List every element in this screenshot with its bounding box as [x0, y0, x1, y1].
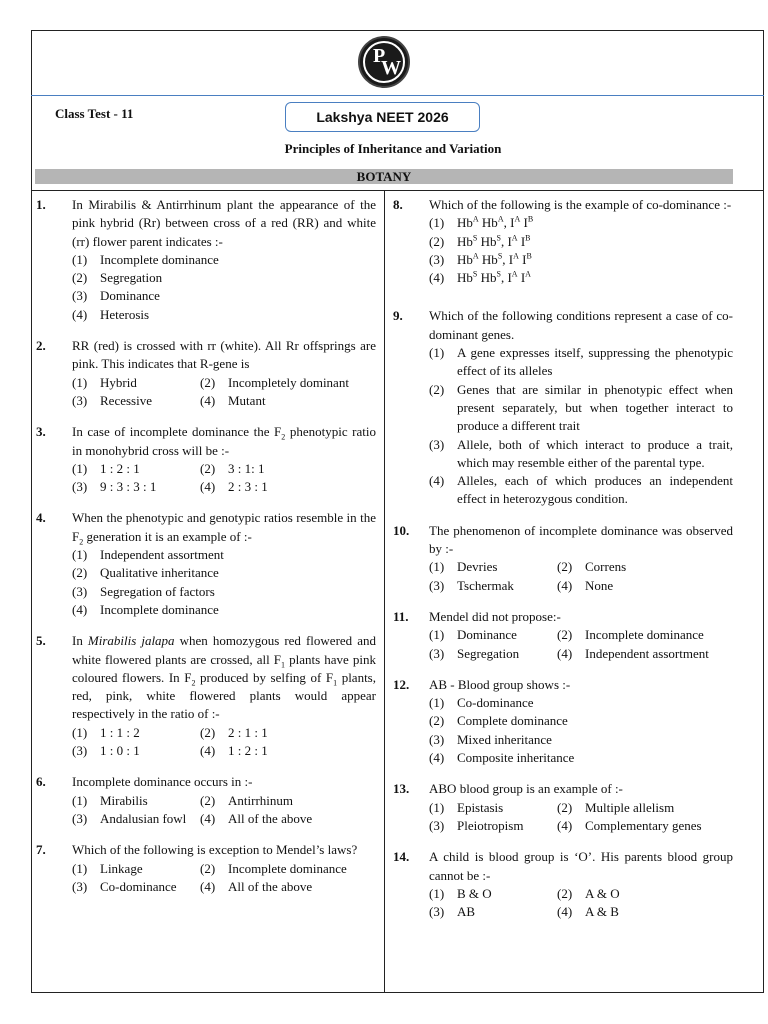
- option-text: Segregation of factors: [100, 583, 215, 599]
- option: [429, 251, 733, 269]
- question-text: In case of incomplete dominance the $F_2$ phenotypic ratio in monohybrid cross will be :-: [72, 424, 377, 458]
- question: [393, 780, 733, 835]
- option-text: 9 : 3 : 3 : 1: [100, 479, 157, 495]
- option-text: Segregation: [100, 270, 163, 286]
- option-text: Mutant: [228, 392, 266, 408]
- option-number: (3): [72, 583, 88, 599]
- option: [429, 903, 557, 921]
- option-number: (4): [429, 750, 445, 766]
- question-number: 1.: [36, 197, 46, 212]
- option-text: Devries: [457, 559, 498, 575]
- content-top-rule: [31, 190, 764, 191]
- option-text: Heterosis: [100, 306, 150, 322]
- class-test-label: Class Test - 11: [55, 106, 134, 121]
- option-text: Hybrid: [100, 374, 137, 390]
- option: [429, 645, 557, 663]
- option-number: (1): [429, 885, 445, 901]
- option: [557, 903, 733, 921]
- option-text: $Hb^S$ $Hb^S$, $I^A$ $I^A$: [457, 269, 531, 286]
- option-text: Composite inheritance: [457, 750, 575, 766]
- option-number: (1): [429, 559, 445, 575]
- section-heading: BOTANY: [35, 169, 733, 184]
- option: [429, 577, 557, 595]
- option-number: (3): [72, 810, 88, 826]
- option-number: (2): [200, 860, 216, 876]
- question: [393, 307, 733, 508]
- option: [429, 885, 557, 903]
- question: [36, 773, 376, 828]
- exam-title: Lakshya NEET 2026: [285, 102, 480, 132]
- option-text: Recessive: [100, 392, 152, 408]
- option-number: (3): [429, 731, 445, 747]
- option-number: (1): [72, 460, 88, 476]
- question-number: 11.: [393, 608, 409, 624]
- question-number: 13.: [393, 781, 410, 797]
- question-text: Mendel did not propose:-: [429, 608, 561, 624]
- option-text: Segregation: [457, 645, 520, 661]
- option-number: (3): [72, 288, 88, 304]
- option: [72, 251, 376, 269]
- option: [557, 885, 733, 903]
- option: [72, 392, 200, 410]
- left-column: [36, 196, 376, 909]
- option-text: All of the above: [228, 810, 313, 826]
- option-text: Co-dominance: [457, 695, 534, 711]
- option-number: (4): [429, 473, 445, 489]
- option: [429, 436, 733, 473]
- question-number: 10.: [393, 522, 410, 538]
- option-text: Pleiotropism: [457, 817, 524, 833]
- option-text: Incomplete dominance: [100, 251, 219, 267]
- option: [200, 878, 376, 896]
- option-number: (4): [429, 270, 445, 286]
- option: [72, 287, 376, 305]
- question-text: AB - Blood group shows :-: [429, 676, 571, 692]
- option-number: (2): [557, 559, 573, 575]
- option-text: B & O: [457, 885, 492, 901]
- option-text: Incomplete dominance: [100, 601, 219, 617]
- option-text: All of the above: [228, 878, 313, 894]
- option: [200, 810, 376, 828]
- question-text: Which of the following is the example of co-dominance :-: [429, 197, 732, 212]
- option: [72, 724, 200, 742]
- option-text: Mixed inheritance: [457, 731, 552, 747]
- option: [429, 712, 733, 730]
- option-number: (1): [72, 860, 88, 876]
- option: [557, 558, 733, 576]
- question: [393, 676, 733, 767]
- question: [393, 196, 733, 287]
- question-text: Incomplete dominance occurs in :-: [72, 774, 253, 790]
- pw-logo: [358, 36, 410, 88]
- option: [200, 478, 376, 496]
- option-number: (4): [200, 392, 216, 408]
- option-number: (1): [72, 374, 88, 390]
- chapter-title: Principles of Inheritance and Variation: [284, 141, 502, 156]
- option-number: (2): [72, 565, 88, 581]
- option: [72, 810, 200, 828]
- option-number: (3): [72, 743, 88, 759]
- question-number: 9.: [393, 308, 403, 324]
- option-text: Epistasis: [457, 799, 504, 815]
- question: [36, 423, 376, 496]
- option-text: A gene expresses itself, suppressing the phenotypic effect of its alleles: [457, 345, 733, 379]
- option-number: (2): [429, 381, 445, 397]
- option-number: (3): [429, 577, 445, 593]
- option-text: 1 : 2 : 1: [228, 743, 268, 759]
- header-divider: [31, 95, 764, 96]
- option: [72, 374, 200, 392]
- option-text: Andalusian fowl: [100, 810, 187, 826]
- option-number: (1): [429, 215, 445, 231]
- option-text: 1 : 1 : 2: [100, 724, 140, 740]
- option-number: (4): [557, 904, 573, 920]
- option-number: (2): [200, 724, 216, 740]
- option-text: Tschermak: [457, 577, 514, 593]
- option: [72, 583, 376, 601]
- option-number: (2): [557, 799, 573, 815]
- option-text: Genes that are similar in phenotypic effect when present separately, but when together interact to produce a different trait: [457, 381, 733, 434]
- question: [393, 608, 733, 663]
- option-number: (2): [72, 270, 88, 286]
- option: [429, 626, 557, 644]
- right-column: [393, 196, 733, 934]
- question-text: Which of the following is exception to Mendel’s laws?: [72, 842, 358, 858]
- option-number: (4): [200, 878, 216, 894]
- question-text: In Mirabilis jalapa when homozygous red flowered and white flowered plants are crossed, all $F_1$ plants have pink coloured flowers. In $F_2$ produced by selfing of $F_1$ plants, red, pink, white flowered plants would appear respectively in the ratio of :-: [72, 633, 376, 722]
- question-text: Which of the following conditions represent a case of co-dominant genes.: [429, 308, 733, 342]
- option: [429, 381, 733, 436]
- option-text: Mirabilis: [100, 792, 148, 808]
- column-divider: [384, 190, 385, 993]
- question: [36, 337, 376, 410]
- question: [36, 196, 376, 324]
- option: [429, 817, 557, 835]
- question-number: 3.: [36, 424, 46, 440]
- option-number: (1): [72, 792, 88, 808]
- option-text: Co-dominance: [100, 878, 177, 894]
- option: [72, 306, 376, 324]
- option-number: (4): [72, 306, 88, 322]
- option-text: 1 : 2 : 1: [100, 460, 140, 476]
- option: [200, 724, 376, 742]
- question-number: 2.: [36, 338, 46, 354]
- option: [429, 269, 733, 287]
- option: [429, 233, 733, 251]
- option-text: Incomplete dominance: [585, 627, 704, 643]
- option-number: (2): [429, 233, 445, 249]
- option-text: Multiple allelism: [585, 799, 675, 815]
- option-number: (4): [200, 743, 216, 759]
- question-number: 6.: [36, 774, 46, 790]
- option: [429, 214, 733, 232]
- logo-letter-p: P: [373, 45, 386, 67]
- option: [72, 564, 376, 582]
- option-number: (3): [429, 436, 445, 452]
- question-text: A child is blood group is ‘O’. His parents blood group cannot be :-: [429, 849, 733, 883]
- option-number: (4): [557, 817, 573, 833]
- option-text: Linkage: [100, 860, 143, 876]
- option: [72, 601, 376, 619]
- option-text: A & B: [585, 904, 619, 920]
- option-number: (2): [200, 460, 216, 476]
- option: [200, 742, 376, 760]
- option-number: (4): [200, 479, 216, 495]
- option: [429, 558, 557, 576]
- option: [429, 749, 733, 767]
- question-number: 8.: [393, 197, 403, 212]
- option: [200, 374, 376, 392]
- option-text: $Hb^A$ $Hb^A$, $I^A$ $I^B$: [457, 214, 534, 231]
- question-number: 12.: [393, 676, 410, 692]
- option: [557, 817, 733, 835]
- option: [72, 460, 200, 478]
- question: [36, 841, 376, 896]
- option-number: (2): [200, 374, 216, 390]
- question-number: 5.: [36, 633, 46, 649]
- option: [557, 577, 733, 595]
- question: [36, 509, 376, 619]
- option-text: Allele, both of which interact to produce a trait, which may resemble either of the parental type.: [457, 436, 733, 470]
- option: [429, 344, 733, 381]
- question-text: When the phenotypic and genotypic ratios resemble in the $F_2$ generation it is an example of :-: [72, 510, 376, 547]
- option-number: (3): [429, 251, 445, 267]
- option-text: Correns: [585, 559, 627, 575]
- question: [36, 632, 376, 760]
- question-number: 14.: [393, 849, 410, 865]
- option: [72, 478, 200, 496]
- option-text: $Hb^S$ $Hb^S$, $I^A$ $I^B$: [457, 233, 531, 249]
- option-text: Incomplete dominance: [228, 860, 347, 876]
- option-text: Alleles, each of which produces an independent effect in heterozygous condition.: [457, 473, 733, 507]
- option: [72, 546, 376, 564]
- option: [72, 269, 376, 287]
- option-number: (1): [72, 724, 88, 740]
- question-text: RR (red) is crossed with rr (white). All Rr offsprings are pink. This indicates that R-gene is: [72, 338, 376, 372]
- option-text: A & O: [585, 885, 620, 901]
- option-number: (3): [429, 645, 445, 661]
- option-text: Incompletely dominant: [228, 374, 349, 390]
- option: [200, 392, 376, 410]
- option-text: Independent assortment: [100, 547, 224, 563]
- option-number: (1): [429, 799, 445, 815]
- option-number: (3): [72, 479, 88, 495]
- option-text: Antirrhinum: [228, 792, 293, 808]
- option: [200, 860, 376, 878]
- option: [72, 742, 200, 760]
- option: [557, 799, 733, 817]
- option-number: (3): [72, 878, 88, 894]
- option-number: (1): [72, 251, 88, 267]
- pw-logo-mark: [363, 41, 405, 83]
- option-text: 1 : 0 : 1: [100, 743, 140, 759]
- option-number: (1): [429, 345, 445, 361]
- option-text: None: [585, 577, 614, 593]
- option-text: Complete dominance: [457, 713, 568, 729]
- option-number: (4): [557, 645, 573, 661]
- option-number: (2): [429, 713, 445, 729]
- option-number: (4): [72, 601, 88, 617]
- option: [72, 792, 200, 810]
- option-number: (2): [557, 627, 573, 643]
- option: [72, 860, 200, 878]
- question-number: 7.: [36, 842, 46, 858]
- option-text: Dominance: [100, 288, 160, 304]
- option: [200, 460, 376, 478]
- option: [429, 472, 733, 509]
- option-number: (2): [200, 792, 216, 808]
- option-text: Dominance: [457, 627, 517, 643]
- option-text: AB: [457, 904, 476, 920]
- question-text: The phenomenon of incomplete dominance was observed by :-: [429, 522, 733, 557]
- option-number: (1): [429, 695, 445, 711]
- option: [429, 799, 557, 817]
- option-number: (4): [200, 810, 216, 826]
- question: [393, 522, 733, 595]
- question-text: ABO blood group is an example of :-: [429, 781, 623, 797]
- option-number: (1): [429, 627, 445, 643]
- option-number: (2): [557, 885, 573, 901]
- option-text: Independent assortment: [585, 645, 709, 661]
- option: [200, 792, 376, 810]
- option-text: 2 : 3 : 1: [228, 479, 268, 495]
- option-text: Complementary genes: [585, 817, 702, 833]
- option-number: (4): [557, 577, 573, 593]
- option: [557, 626, 733, 644]
- option: [429, 731, 733, 749]
- question-text: In Mirabilis & Antirrhinum plant the appearance of the pink hybrid (Rr) between cross of a red (RR) and white (rr) flower parent indicates :-: [72, 197, 376, 249]
- option-number: (1): [72, 547, 88, 563]
- option-number: (3): [429, 817, 445, 833]
- question: [393, 848, 733, 921]
- option-number: (3): [72, 392, 88, 408]
- option: [429, 694, 733, 712]
- option-text: 3 : 1: 1: [228, 460, 265, 476]
- option-text: Qualitative inheritance: [100, 565, 219, 581]
- option: [72, 878, 200, 896]
- option-text: $Hb^A$ $Hb^S$, $I^A$ $I^B$: [457, 251, 532, 267]
- option: [557, 645, 733, 663]
- option-number: (3): [429, 904, 445, 920]
- question-number: 4.: [36, 510, 46, 526]
- option-text: 2 : 1 : 1: [228, 724, 268, 740]
- logo-letter-w: W: [381, 57, 401, 79]
